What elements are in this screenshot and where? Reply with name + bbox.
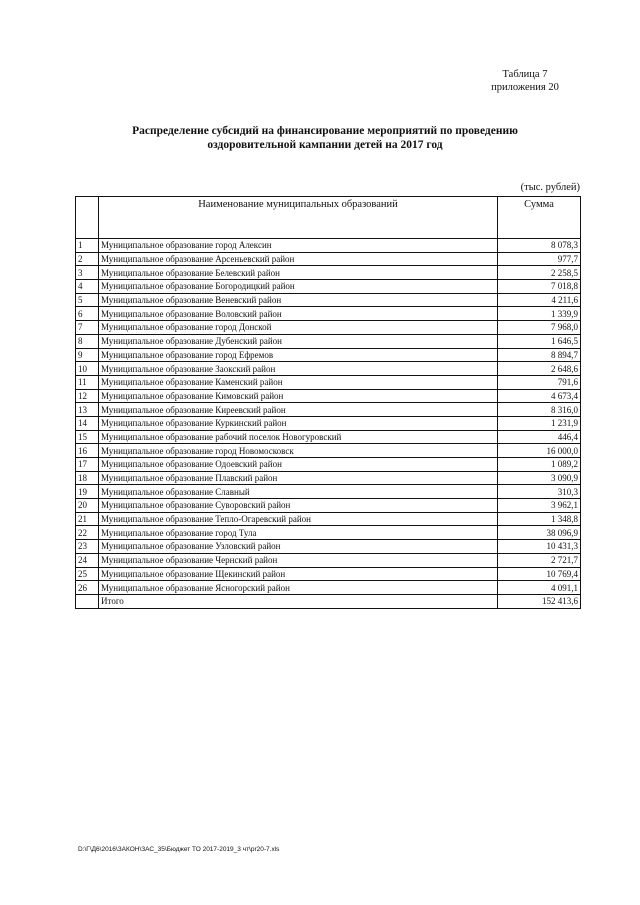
row-sum: 10 769,4 [498, 567, 581, 581]
table-row [76, 485, 581, 499]
row-number: 13 [76, 403, 99, 417]
row-municipality: Муниципальное образование город Новомосковск [99, 444, 498, 458]
table-row [76, 389, 581, 403]
row-sum: 1 339,9 [498, 307, 581, 321]
table-row [76, 458, 581, 472]
row-municipality: Муниципальное образование Тепло-Огаревский район [99, 512, 498, 526]
total-sum: 152 413,6 [498, 594, 581, 608]
annex-table-number: Таблица 7 [502, 69, 548, 80]
row-municipality: Муниципальное образование Куркинский район [99, 416, 498, 430]
row-number: 8 [76, 334, 99, 348]
table-row [76, 266, 581, 280]
row-sum: 1 348,8 [498, 512, 581, 526]
row-municipality: Муниципальное образование Богородицкий район [99, 280, 498, 294]
table-row [76, 307, 581, 321]
row-municipality: Муниципальное образование Щекинский район [99, 567, 498, 581]
row-municipality: Муниципальное образование Веневский район [99, 293, 498, 307]
table-row [76, 471, 581, 485]
row-sum: 10 431,3 [498, 540, 581, 554]
table-row [76, 280, 581, 294]
units-label: (тыс. рублей) [520, 182, 580, 193]
table-row [76, 321, 581, 335]
row-sum: 2 258,5 [498, 266, 581, 280]
row-sum: 3 962,1 [498, 499, 581, 513]
row-sum: 1 646,5 [498, 334, 581, 348]
table-row [76, 553, 581, 567]
table-row [76, 444, 581, 458]
table-row [76, 416, 581, 430]
row-number: 14 [76, 416, 99, 430]
table-row [76, 348, 581, 362]
row-sum: 7 968,0 [498, 321, 581, 335]
row-sum: 4 211,6 [498, 293, 581, 307]
row-number: 22 [76, 526, 99, 540]
table-row [76, 567, 581, 581]
document-title [60, 124, 590, 152]
table-row [76, 403, 581, 417]
row-municipality: Муниципальное образование Одоевский район [99, 458, 498, 472]
row-municipality: Муниципальное образование Арсеньевский район [99, 252, 498, 266]
row-number: 11 [76, 375, 99, 389]
row-municipality: Муниципальное образование Суворовский район [99, 499, 498, 513]
row-number: 7 [76, 321, 99, 335]
file-path-footer: D:\Г\Д6\2016\ЗАКОН\ЗАС_35\Бюджет ТО 2017-2019_3 чт\pr20-7.xls [78, 846, 280, 853]
row-number: 17 [76, 458, 99, 472]
row-number: 25 [76, 567, 99, 581]
row-municipality: Муниципальное образование Узловский район [99, 540, 498, 554]
row-municipality: Муниципальное образование город Ефремов [99, 348, 498, 362]
row-number: 23 [76, 540, 99, 554]
row-number: 16 [76, 444, 99, 458]
table-row [76, 581, 581, 595]
row-number: 20 [76, 499, 99, 513]
row-municipality: Муниципальное образование Ясногорский район [99, 581, 498, 595]
row-municipality: Муниципальное образование Славный [99, 485, 498, 499]
row-municipality: Муниципальное образование город Тула [99, 526, 498, 540]
row-number: 2 [76, 252, 99, 266]
row-municipality: Муниципальное образование Каменский район [99, 375, 498, 389]
header-sum: Сумма [498, 197, 581, 239]
row-sum: 8 316,0 [498, 403, 581, 417]
table-row [76, 375, 581, 389]
row-number: 19 [76, 485, 99, 499]
row-municipality: Муниципальное образование город Донской [99, 321, 498, 335]
row-sum: 8 894,7 [498, 348, 581, 362]
title-line-2: оздоровительной кампании детей на 2017 год [207, 139, 443, 151]
table-row [76, 512, 581, 526]
row-sum: 7 018,8 [498, 280, 581, 294]
header-municipality: Наименование муниципальных образований [99, 197, 498, 239]
row-municipality: Муниципальное образование Кимовский район [99, 389, 498, 403]
table-row [76, 252, 581, 266]
table-row [76, 239, 581, 253]
row-number: 12 [76, 389, 99, 403]
row-number: 9 [76, 348, 99, 362]
table-row [76, 526, 581, 540]
table-total-row [76, 594, 581, 608]
annex-appendix-number: приложения 20 [491, 82, 559, 93]
row-municipality: Муниципальное образование Дубенский район [99, 334, 498, 348]
table-body [76, 239, 581, 609]
row-sum: 791,6 [498, 375, 581, 389]
row-municipality: Муниципальное образование Белевский район [99, 266, 498, 280]
row-number: 10 [76, 362, 99, 376]
row-number: 18 [76, 471, 99, 485]
table-row [76, 334, 581, 348]
row-municipality: Муниципальное образование Заокский район [99, 362, 498, 376]
table-row [76, 540, 581, 554]
table-row [76, 430, 581, 444]
total-number [76, 594, 99, 608]
row-municipality: Муниципальное образование рабочий поселок Новогуровский [99, 430, 498, 444]
table-header-row [76, 197, 581, 239]
row-number: 24 [76, 553, 99, 567]
row-number: 21 [76, 512, 99, 526]
row-municipality: Муниципальное образование город Алексин [99, 239, 498, 253]
row-sum: 977,7 [498, 252, 581, 266]
row-municipality: Муниципальное образование Киреевский район [99, 403, 498, 417]
row-sum: 2 721,7 [498, 553, 581, 567]
table-row [76, 499, 581, 513]
row-number: 5 [76, 293, 99, 307]
row-sum: 2 648,6 [498, 362, 581, 376]
row-number: 15 [76, 430, 99, 444]
row-sum: 3 090,9 [498, 471, 581, 485]
row-sum: 16 000,0 [498, 444, 581, 458]
row-sum: 310,3 [498, 485, 581, 499]
row-sum: 4 673,4 [498, 389, 581, 403]
row-municipality: Муниципальное образование Плавский район [99, 471, 498, 485]
table-annex-label [470, 68, 580, 94]
table-row [76, 362, 581, 376]
row-sum: 38 096,9 [498, 526, 581, 540]
row-sum: 446,4 [498, 430, 581, 444]
row-number: 4 [76, 280, 99, 294]
row-sum: 1 231,9 [498, 416, 581, 430]
title-line-1: Распределение субсидий на финансирование мероприятий по проведению [132, 125, 518, 137]
header-number [76, 197, 99, 239]
row-sum: 4 091,1 [498, 581, 581, 595]
row-number: 1 [76, 239, 99, 253]
row-sum: 8 078,3 [498, 239, 581, 253]
row-number: 26 [76, 581, 99, 595]
row-number: 6 [76, 307, 99, 321]
row-sum: 1 089,2 [498, 458, 581, 472]
row-municipality: Муниципальное образование Воловский район [99, 307, 498, 321]
subsidy-table [75, 196, 581, 609]
table-row [76, 293, 581, 307]
total-label: Итого [99, 594, 498, 608]
row-number: 3 [76, 266, 99, 280]
row-municipality: Муниципальное образование Чернский район [99, 553, 498, 567]
